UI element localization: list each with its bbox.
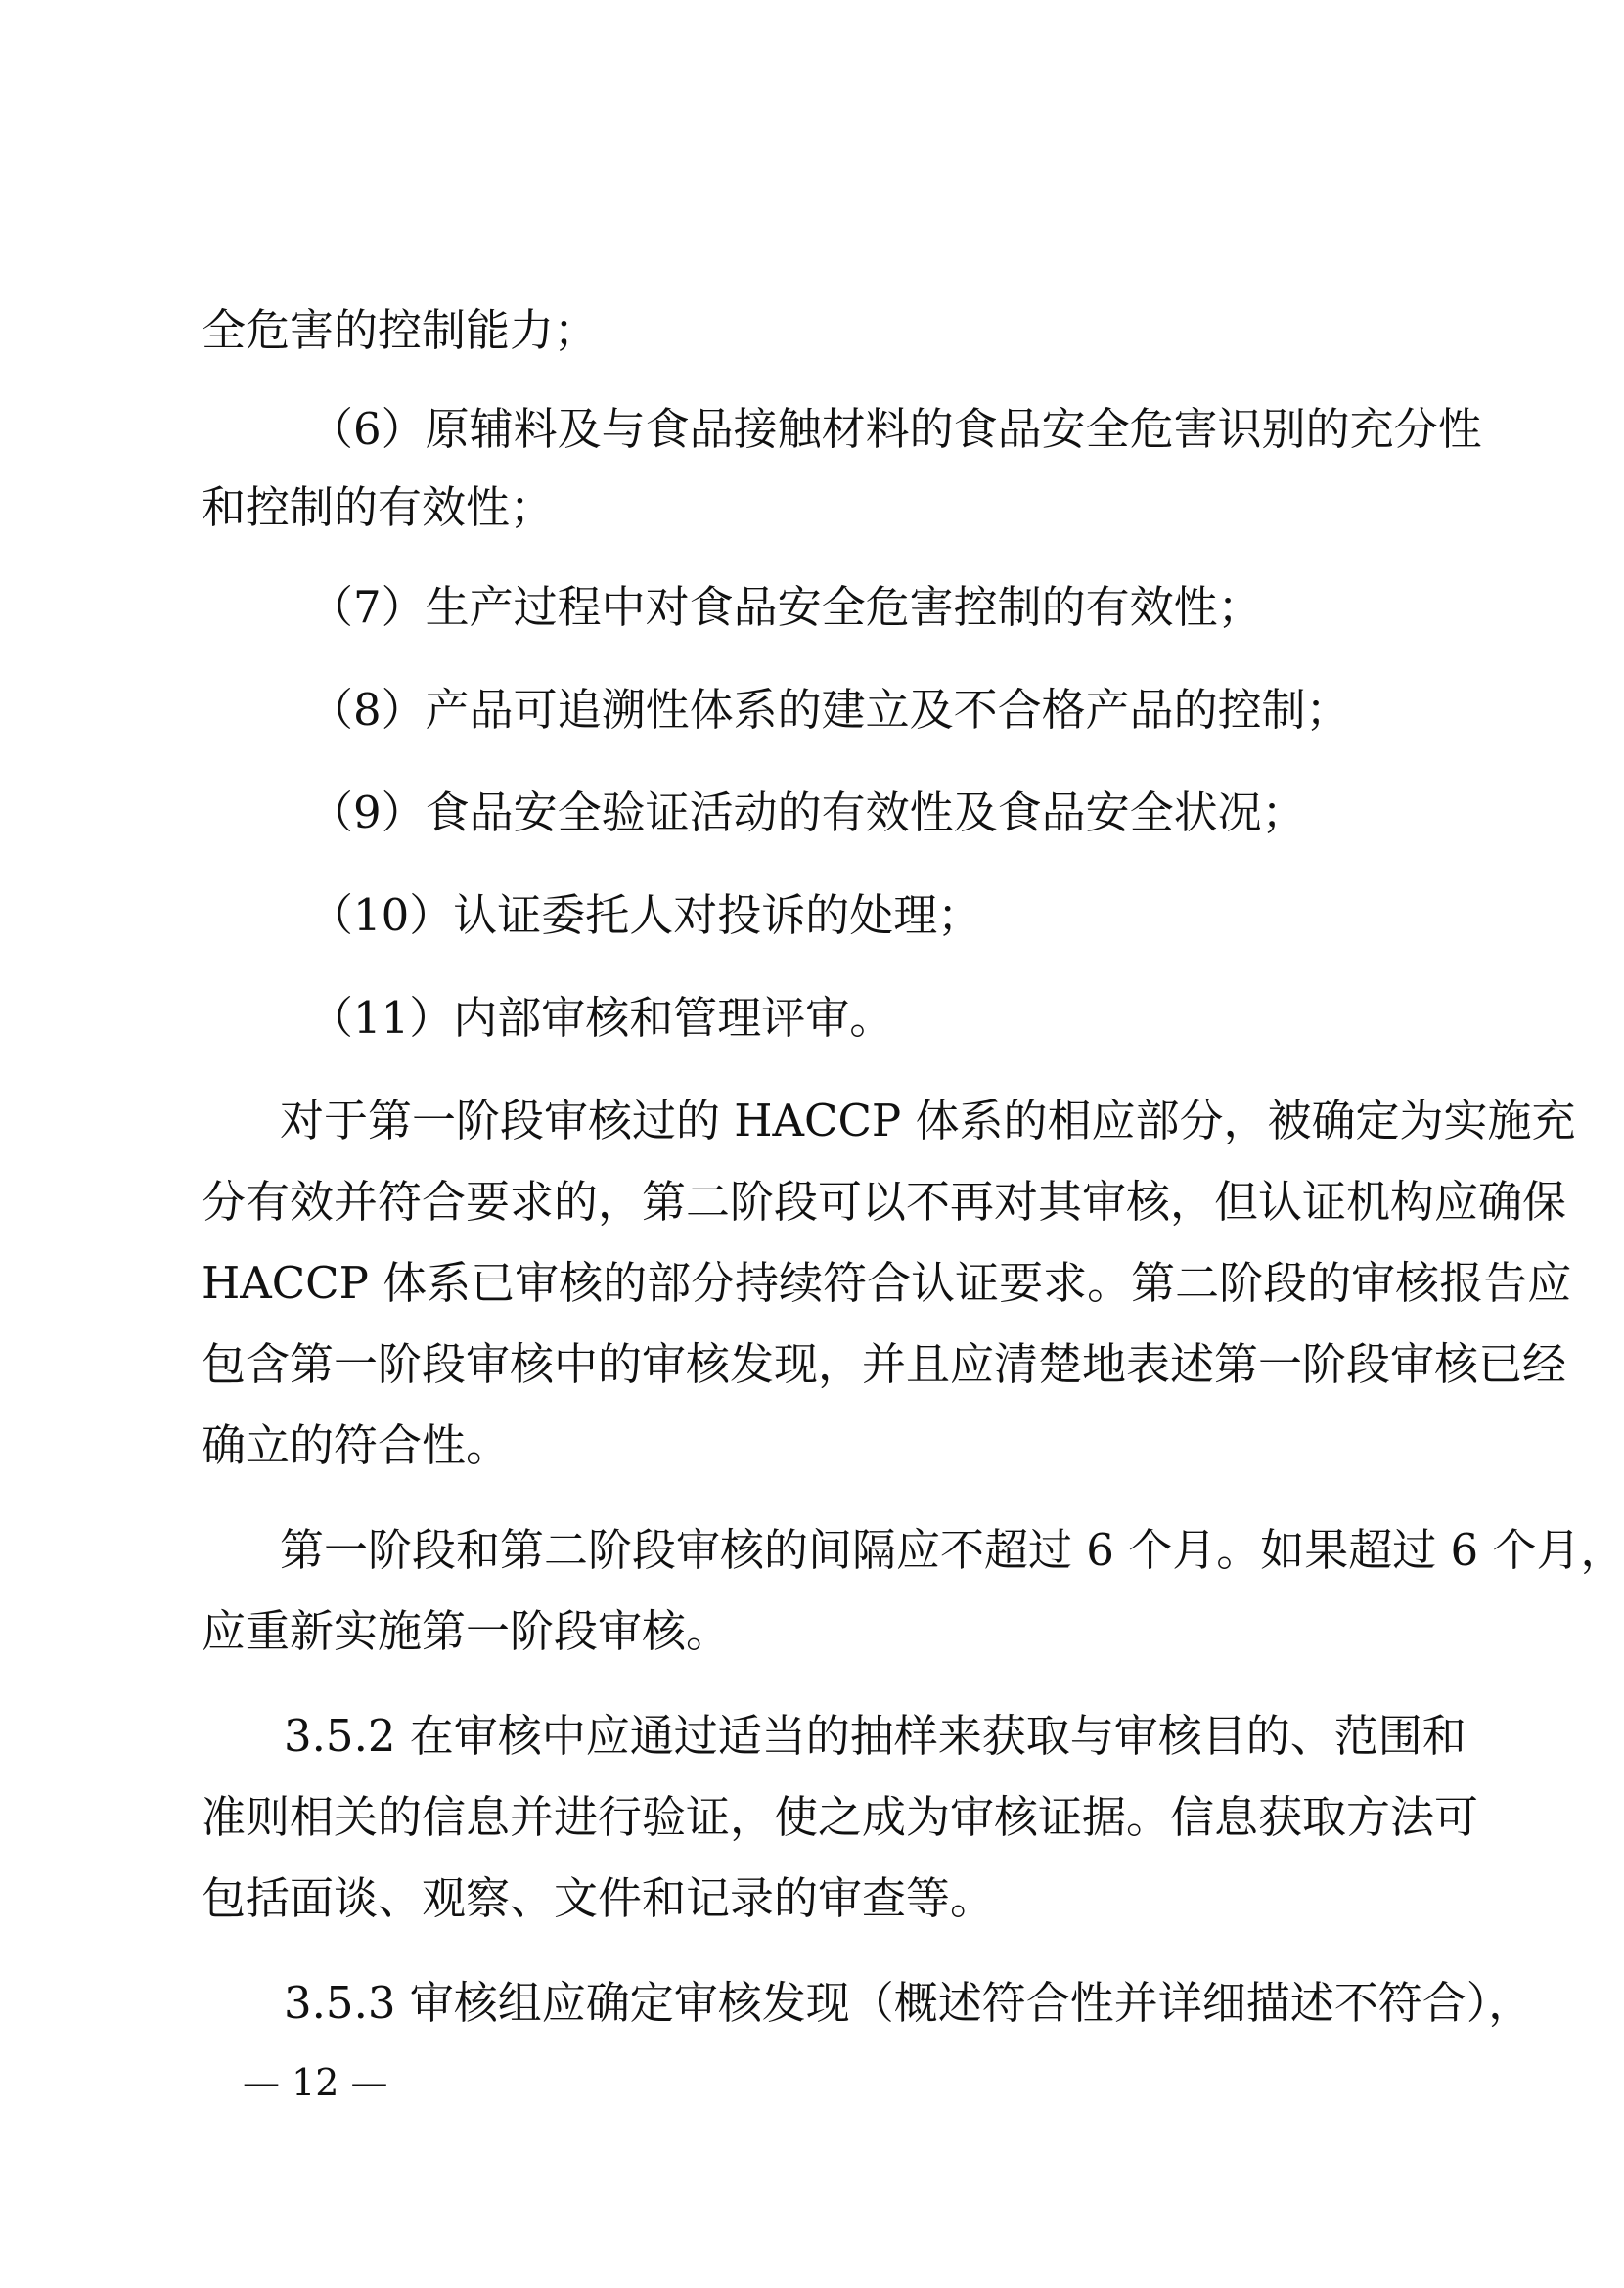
list-item-6-continued: 和控制的有效性；	[202, 481, 555, 533]
clause-3-5-2-line-1: 3.5.2 在审核中应通过适当的抽样来获取与审核目的、范围和	[284, 1710, 1466, 1762]
paragraph-interval-line-2: 应重新实施第一阶段审核。	[202, 1605, 731, 1657]
list-item-6: （6）原辅料及与食品接触材料的食品安全危害识别的充分性	[309, 403, 1482, 455]
list-item-11: （11）内部审核和管理评审。	[309, 992, 894, 1044]
paragraph-interval-line-1: 第一阶段和第二阶段审核的间隔应不超过 6 个月。如果超过 6 个月，	[280, 1524, 1624, 1576]
page-number: — 12 —	[243, 2061, 388, 2104]
paragraph-stage-one-line-2: 分有效并符合要求的，第二阶段可以不再对其审核，但认证机构应确保	[202, 1176, 1567, 1228]
clause-3-5-2-line-2: 准则相关的信息并进行验证，使之成为审核证据。信息获取方法可	[202, 1791, 1479, 1843]
list-item-10: （10）认证委托人对投诉的处理；	[309, 889, 982, 941]
clause-3-5-3-line-1: 3.5.3 审核组应确定审核发现（概述符合性并详细描述不符合），	[284, 1977, 1533, 2029]
text-line-1: 全危害的控制能力；	[202, 304, 599, 356]
paragraph-stage-one-line-3: HACCP 体系已审核的部分持续符合认证要求。第二阶段的审核报告应	[202, 1257, 1572, 1309]
paragraph-stage-one-line-5: 确立的符合性。	[202, 1419, 511, 1471]
clause-3-5-2-line-3: 包括面谈、观察、文件和记录的审查等。	[202, 1872, 995, 1924]
list-item-9: （9）食品安全验证活动的有效性及食品安全状况；	[309, 786, 1306, 838]
list-item-7: （7）生产过程中对食品安全危害控制的有效性；	[309, 581, 1262, 633]
paragraph-stage-one-line-4: 包含第一阶段审核中的审核发现，并且应清楚地表述第一阶段审核已经	[202, 1338, 1567, 1390]
list-item-8: （8）产品可追溯性体系的建立及不合格产品的控制；	[309, 684, 1350, 736]
paragraph-stage-one-line-1: 对于第一阶段审核过的 HACCP 体系的相应部分，被确定为实施充	[280, 1095, 1576, 1146]
